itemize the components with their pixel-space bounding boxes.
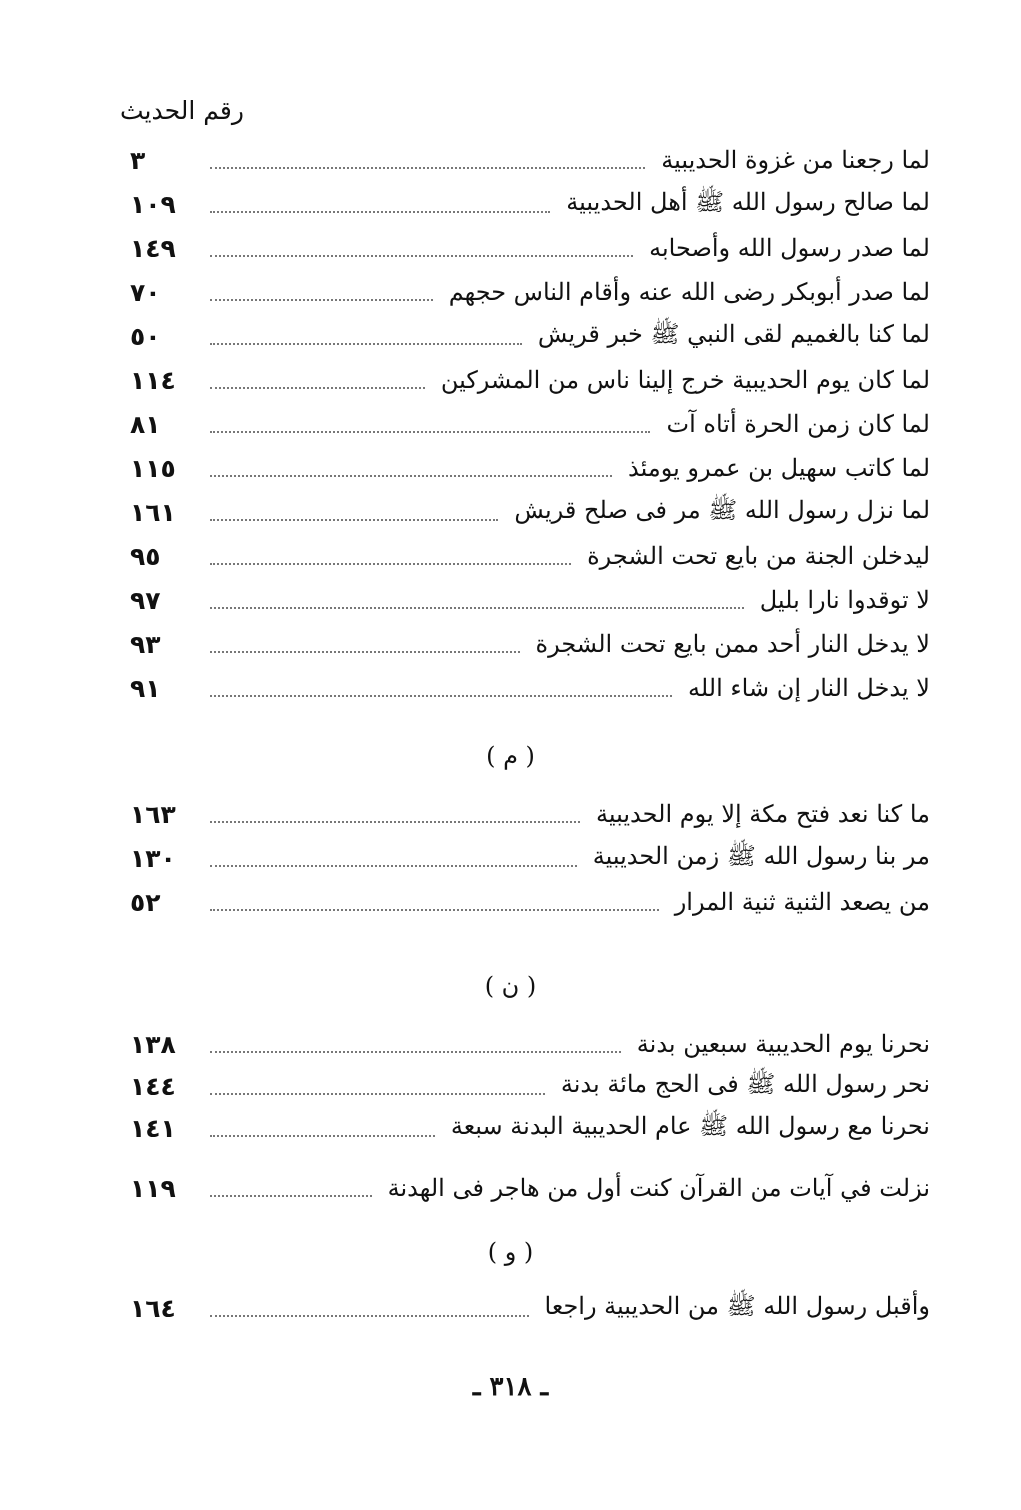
entry-text: لما كاتب سهيل بن عمرو يومئذ [628, 454, 930, 482]
page-number: ـ ٣١٨ ـ [472, 1372, 549, 1402]
index-entry [130, 794, 930, 834]
index-entry [130, 1108, 930, 1148]
hadith-number: ٣ [130, 145, 146, 175]
section-heading: ( و ) [487, 1238, 534, 1266]
entry-text: من يصعد الثنية ثنية المرار [674, 888, 930, 916]
hadith-number: ١١٩ [130, 1173, 176, 1203]
entry-text: لما صدر أبوبكر رضى الله عنه وأقام الناس حجهم [448, 278, 930, 306]
index-entry [130, 536, 930, 576]
entry-text: نحرنا مع رسول الله ﷺ عام الحديبية البدنة سبعة [450, 1111, 930, 1140]
index-entry [130, 404, 930, 444]
entry-text: وأقبل رسول الله ﷺ من الحديبية راجعا [544, 1291, 930, 1320]
dot-leader [210, 167, 645, 169]
hadith-number: ١١٥ [130, 453, 176, 483]
dot-leader [210, 299, 433, 301]
hadith-number: ٩٣ [130, 629, 161, 659]
column-header: رقم الحديث [120, 96, 244, 125]
entry-text: مر بنا رسول الله ﷺ زمن الحديبية [592, 841, 930, 870]
entry-text: لما صدر رسول الله وأصحابه [649, 234, 930, 262]
hadith-number: ١٤٤ [130, 1071, 176, 1101]
index-entry [130, 1288, 930, 1328]
hadith-number: ٨١ [130, 409, 161, 439]
index-entry [130, 448, 930, 488]
entry-text: لا توقدوا نارا بليل [759, 586, 930, 614]
entry-text: لما كان يوم الحديبية خرج إلينا ناس من المشركين [440, 366, 930, 394]
entry-text: لما رجعنا من غزوة الحديبية [661, 146, 930, 174]
index-entry [130, 184, 930, 224]
entry-text: نزلت في آيات من القرآن كنت أول من هاجر فى الهدنة [387, 1174, 930, 1202]
section-heading: ( م ) [486, 742, 535, 770]
dot-leader [210, 211, 550, 213]
hadith-number: ١٣٠ [130, 843, 176, 873]
index-entry [130, 580, 930, 620]
dot-leader [210, 1315, 529, 1317]
hadith-number: ١٦٣ [130, 799, 176, 829]
hadith-number: ٧٠ [130, 277, 161, 307]
dot-leader [210, 563, 571, 565]
index-entry [130, 1024, 930, 1064]
dot-leader [210, 1195, 372, 1197]
dot-leader [210, 909, 659, 911]
hadith-number: ١١٤ [130, 365, 176, 395]
dot-leader [210, 1135, 435, 1137]
dot-leader [210, 821, 580, 823]
index-entry [130, 838, 930, 878]
entry-text: لما كان زمن الحرة أتاه آت [666, 410, 930, 438]
entry-text: نحر رسول الله ﷺ فى الحج مائة بدنة [560, 1069, 930, 1098]
hadith-number: ١٠٩ [130, 189, 176, 219]
dot-leader [210, 387, 425, 389]
hadith-number: ١٦١ [130, 497, 176, 527]
index-entry [130, 624, 930, 664]
hadith-number: ١٤٩ [130, 233, 176, 263]
entry-text: لما كنا بالغميم لقى النبي ﷺ خبر قريش [537, 319, 930, 348]
dot-leader [210, 1093, 545, 1095]
index-entry [130, 668, 930, 708]
hadith-number: ٩٥ [130, 541, 161, 571]
hadith-number: ١٦٤ [130, 1293, 176, 1323]
entry-text: لما نزل رسول الله ﷺ مر فى صلح قريش [514, 495, 930, 524]
hadith-number: ٩٧ [130, 585, 161, 615]
index-entry [130, 882, 930, 922]
dot-leader [210, 865, 577, 867]
index-entry [130, 272, 930, 312]
entry-text: نحرنا يوم الحديبية سبعين بدنة [636, 1030, 930, 1058]
dot-leader [210, 1051, 621, 1053]
index-entry [130, 140, 930, 180]
entry-text: لا يدخل النار إن شاء الله [687, 674, 930, 702]
dot-leader [210, 695, 672, 697]
dot-leader [210, 651, 520, 653]
index-entry [130, 360, 930, 400]
section-heading: ( ن ) [484, 972, 537, 1000]
dot-leader [210, 343, 522, 345]
dot-leader [210, 255, 633, 257]
entry-text: ما كنا نعد فتح مكة إلا يوم الحديبية [596, 800, 930, 828]
hadith-number: ٥٢ [130, 887, 161, 917]
dot-leader [210, 475, 612, 477]
entry-text: لما صالح رسول الله ﷺ أهل الحديبية [566, 187, 930, 216]
hadith-number: ١٣٨ [130, 1029, 176, 1059]
entry-text: ليدخلن الجنة من بايع تحت الشجرة [587, 542, 930, 570]
hadith-number: ٩١ [130, 673, 161, 703]
dot-leader [210, 607, 744, 609]
hadith-number: ١٤١ [130, 1113, 176, 1143]
index-entry [130, 1066, 930, 1106]
index-entry [130, 228, 930, 268]
index-entry [130, 316, 930, 356]
dot-leader [210, 431, 650, 433]
entry-text: لا يدخل النار أحد ممن بايع تحت الشجرة [535, 630, 930, 658]
hadith-number: ٥٠ [130, 321, 161, 351]
dot-leader [210, 519, 498, 521]
index-entry [130, 492, 930, 532]
index-entry [130, 1168, 930, 1208]
